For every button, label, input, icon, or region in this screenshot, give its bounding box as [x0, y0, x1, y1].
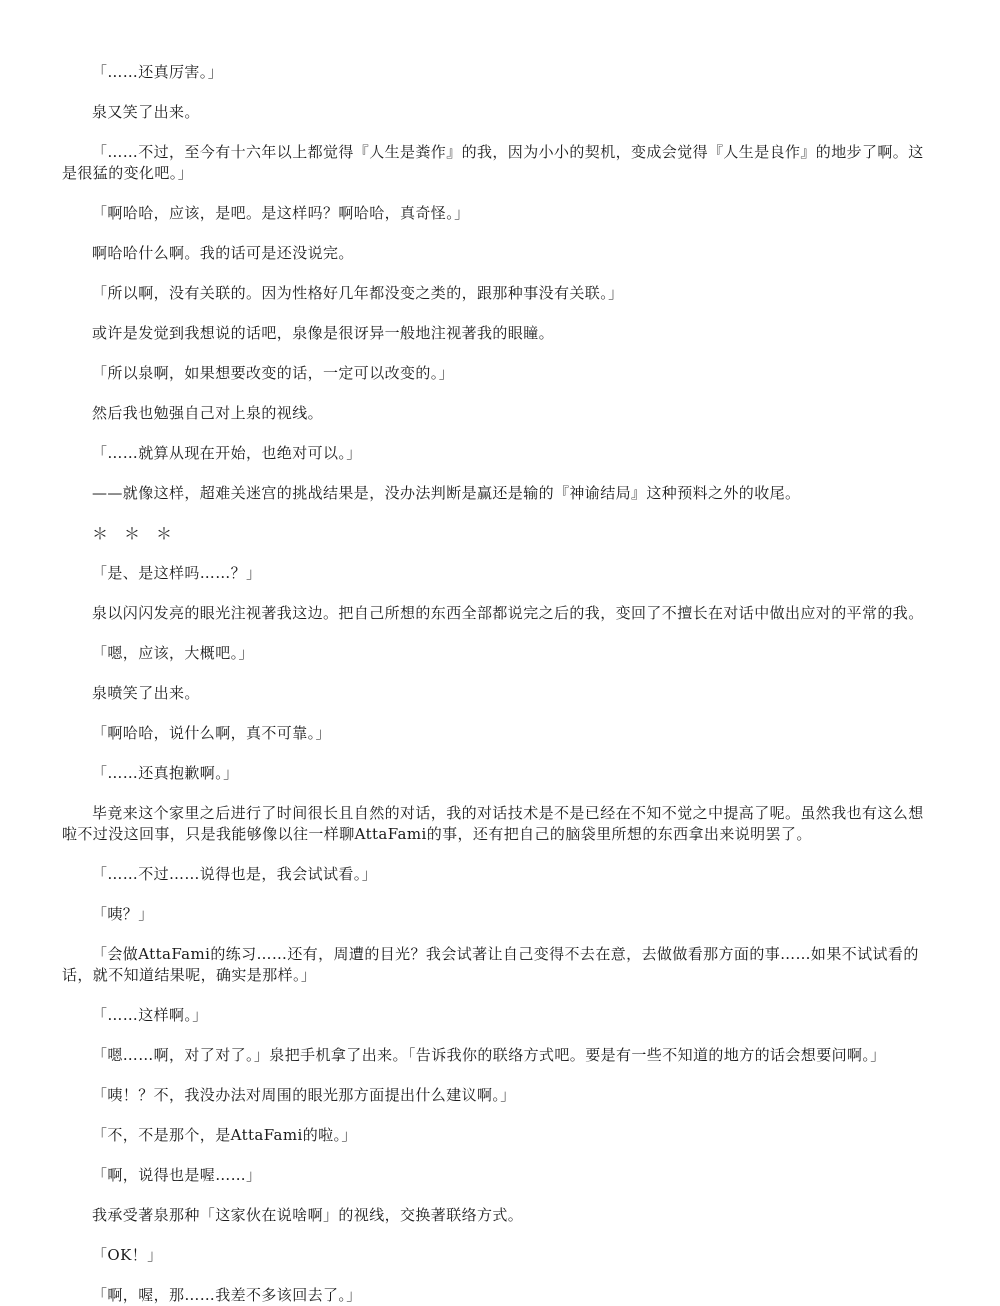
paragraph: 「OK！」: [92, 1246, 163, 1264]
paragraph: 「……不过，至今有十六年以上都觉得『人生是粪作』的我，因为小小的契机，变成会觉得『人生是良作』的地步了啊。这是很猛的变化吧。」: [62, 143, 924, 182]
paragraph: 「嗯……啊，对了对了。」泉把手机拿了出来。「告诉我你的联络方式吧。要是有一些不知道的地方的话会想要问啊。」: [92, 1046, 886, 1064]
paragraph: 「啊，喔，那……我差不多该回去了。」: [92, 1286, 362, 1304]
paragraph: 「所以啊，没有关联的。因为性格好几年都没变之类的，跟那种事没有关联。」: [92, 284, 624, 302]
paragraph: 泉喷笑了出来。: [92, 684, 200, 702]
paragraph: 「不，不是那个，是AttaFami的啦。」: [92, 1126, 357, 1144]
paragraph: 「咦！？不，我没办法对周围的眼光那方面提出什么建议啊。」: [92, 1086, 516, 1104]
paragraph: 「啊哈哈，应该，是吧。是这样吗？啊哈哈，真奇怪。」: [92, 204, 470, 222]
paragraph: 「啊，说得也是喔……」: [92, 1166, 262, 1184]
paragraph: 「……不过……说得也是，我会试试看。」: [92, 865, 378, 883]
paragraph: 泉又笑了出来。: [92, 103, 200, 121]
scene-separator: ＊ ＊ ＊: [92, 524, 173, 543]
paragraph: 或许是发觉到我想说的话吧，泉像是很讶异一般地注视著我的眼瞳。: [92, 324, 555, 342]
paragraph: 啊哈哈什么啊。我的话可是还没说完。: [92, 244, 354, 262]
paragraph: 「是、是这样吗……？」: [92, 564, 262, 582]
paragraph: 「……这样啊。」: [92, 1006, 208, 1024]
paragraph: 泉以闪闪发亮的眼光注视著我这边。把自己所想的东西全部都说完之后的我，变回了不擅长在对话中做出应对的平常的我。: [92, 604, 924, 622]
paragraph: 毕竟来这个家里之后进行了时间很长且自然的对话，我的对话技术是不是已经在不知不觉之中提高了呢。虽然我也有这么想啦不过没这回事，只是我能够像以往一样聊AttaFami的事，还有把自己的脑袋里所想的东西拿出来说明罢了。: [62, 804, 924, 843]
paragraph: 「……还真抱歉啊。」: [92, 764, 239, 782]
paragraph: 「所以泉啊，如果想要改变的话，一定可以改变的。」: [92, 364, 455, 382]
paragraph: 「会做AttaFami的练习……还有，周遭的目光？我会试著让自己变得不去在意，去做做看那方面的事……如果不试试看的话，就不知道结果呢，确实是那样。」: [62, 945, 919, 984]
paragraph: ——就像这样，超难关迷宫的挑战结果是，没办法判断是赢还是输的『神谕结局』这种预料之外的收尾。: [92, 484, 801, 502]
paragraph: 「……就算从现在开始，也绝对可以。」: [92, 444, 362, 462]
paragraph: 「啊哈哈，说什么啊，真不可靠。」: [92, 724, 331, 742]
paragraph: 然后我也勉强自己对上泉的视线。: [92, 404, 324, 422]
paragraph: 「嗯，应该，大概吧。」: [92, 644, 254, 662]
paragraph: 「咦？」: [92, 905, 154, 923]
paragraph: 我承受著泉那种「这家伙在说啥啊」的视线，交换著联络方式。: [92, 1206, 524, 1224]
paragraph: 「……还真厉害。」: [92, 63, 224, 81]
